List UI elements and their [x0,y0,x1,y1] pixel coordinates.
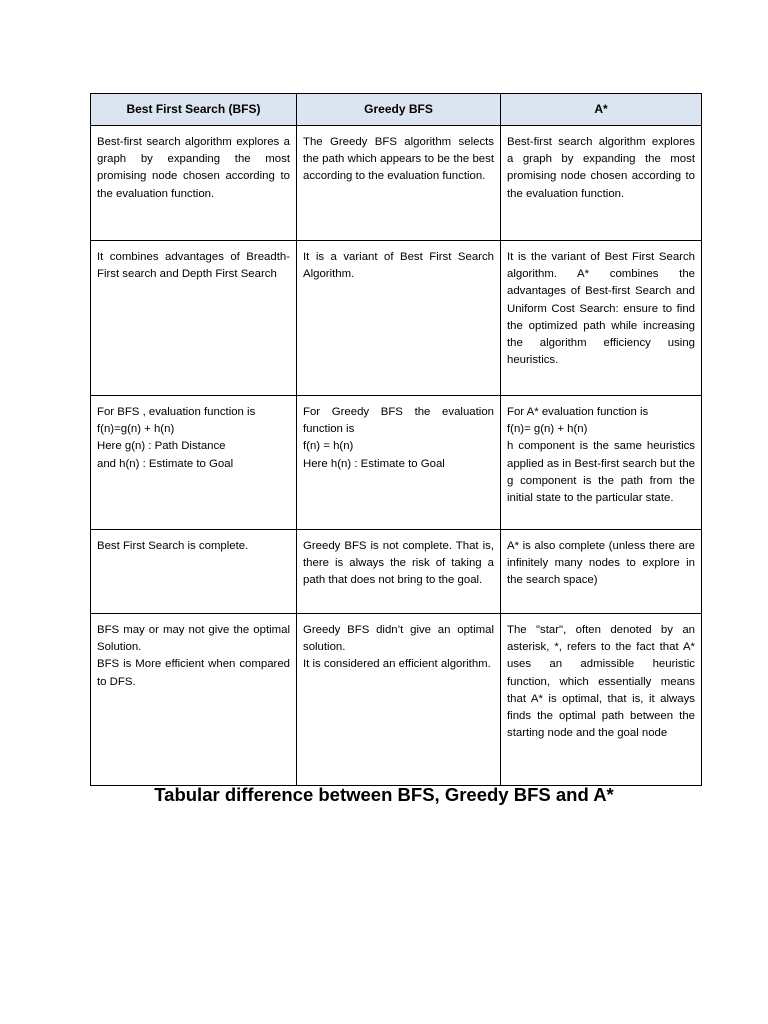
cell-text: h component is the same heuristics applied as in Best-first search but the g component is the path from the initial state to the particular state. [507,440,695,505]
cell-text: It combines advantages of Breadth-First search and Depth First Search [97,251,290,281]
table-row [91,126,702,241]
table-row [91,530,702,614]
table-caption: Tabular difference between BFS, Greedy BFS and A* [154,784,614,805]
cell-text: Here g(n) : Path Distance [97,440,226,453]
table-cell [91,614,297,786]
header-greedy-bfs: Greedy BFS [297,94,501,126]
cell-formula: f(n)= g(n) + h(n) [507,423,588,436]
cell-text: Best First Search is complete. [97,540,249,552]
table-cell [91,241,297,396]
cell-text: It is a variant of Best First Search Algorithm. [303,251,494,281]
table-row [91,241,702,396]
table-cell [501,241,702,396]
cell-text: BFS is More efficient when compared to DFS. [97,658,290,688]
cell-text: The "star", often denoted by an asterisk, *, refers to the fact that A* uses an admissible heuristic function, which essentially means that A* is optimal, that is, it always finds the optimal path between the starting node and the goal node [507,624,695,740]
header-a-star: A* [501,94,702,126]
header-row [91,94,702,126]
comparison-table [90,93,702,786]
cell-text: Greedy BFS didn’t give an optimal solution. [303,624,494,654]
cell-formula: f(n) = h(n) [303,440,354,453]
cell-formula: f(n)=g(n) + h(n) [97,423,175,436]
table-row [91,614,702,786]
cell-text: Best-first search algorithm explores a graph by expanding the most promising node chosen according to the evaluation function. [97,136,290,200]
table-cell [297,614,501,786]
cell-text: A* is also complete (unless there are infinitely many nodes to explore in the search space) [507,540,695,587]
cell-text: For Greedy BFS the evaluation function is [303,406,494,436]
table-cell [91,396,297,530]
table-cell [297,241,501,396]
table-cell [501,530,702,614]
table-cell [297,126,501,241]
table-cell [297,530,501,614]
table-cell [297,396,501,530]
cell-text: The Greedy BFS algorithm selects the path which appears to be the best according to the evaluation function. [303,136,494,183]
cell-text: It is considered an efficient algorithm. [303,658,491,671]
table-cell [501,396,702,530]
table-cell [501,126,702,241]
cell-text: Here h(n) : Estimate to Goal [303,457,445,470]
cell-text: BFS may or may not give the optimal Solution. [97,624,290,654]
cell-text: Greedy BFS is not complete. That is, there is always the risk of taking a path that does not bring to the goal. [303,540,494,587]
table-row [91,396,702,530]
table-cell [91,126,297,241]
cell-text: For A* evaluation function is [507,406,649,418]
cell-text: It is the variant of Best First Search algorithm. A* combines the advantages of Best-first Search and Uniform Cost Search: ensure to find the optimized path while increasing the algorithm efficiency using heuristics. [507,251,695,367]
table-cell [501,614,702,786]
table-cell [91,530,297,614]
header-bfs: Best First Search (BFS) [91,94,297,126]
cell-text: and h(n) : Estimate to Goal [97,457,234,470]
cell-text: Best-first search algorithm explores a graph by expanding the most promising node chosen according to the evaluation function. [507,136,695,200]
cell-text: For BFS , evaluation function is [97,406,256,418]
